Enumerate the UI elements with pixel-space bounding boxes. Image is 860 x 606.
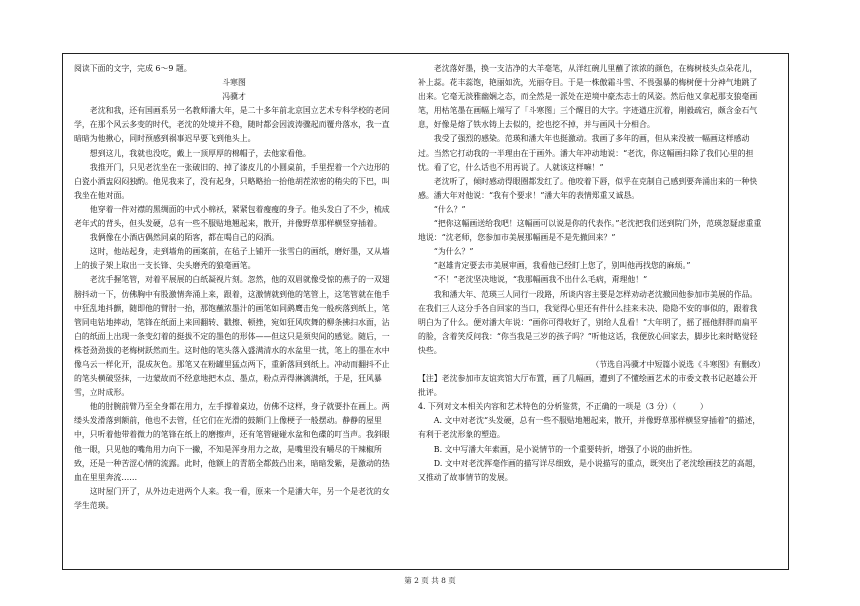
left-column <box>74 62 394 513</box>
right-paragraph: 我受了强烈的感染。范瑛和潘大年也挺激动。我画了多年的画，但从来没被一幅画这样感动过。当然它打动我的一半理由在于画外。潘大年冲动地说：“老沈，你这幅画扫除了我们心里的担忧。看了它，什么话也不用再说了。人就该这样嘛！” <box>418 134 754 172</box>
left-paragraph: 阅读下面的文字，完成 6～9 题。 <box>74 64 192 73</box>
option-d: D. 文中对老沈挥毫作画的描写详尽细致，是小说描写的重点，既突出了老沈绘画技艺的高超，又推动了故事情节的发展。 <box>418 458 761 482</box>
page-number: 第 2 页 共 8 页 <box>404 576 456 585</box>
left-paragraph: 他的肘腕前臂乃至全身都在用力，左手撑着桌边，仿佛不这样，身子就要扑在画上。两缕头发滑落到额前，他也不去管，任它们在光滑的鼓额门上像梗子一般摆动。静静的屋里中，只听着他带着微力的笔锋在纸上的磨擦声，还有笔管碰碰水盆和色碟的叮当声。我斜眼他一眼，只见他的嘴角用力向下一撇，不知是浑身用力之故，是嘴里没有嚼尽的干辣椒所致，还是一种苦涩心情的流露。此时，他额上的青筋全都鼓凸出来，暗暗发紫，是激动的热血在里里奔流…… <box>74 402 390 482</box>
left-paragraph: 这时，他站起身，走到墙角的画案前，在毡子上铺开一张雪白的画纸，磨好墨，又从墙上的拔子架上取出一支长锋、尖头磨秃的狼毫画笔。 <box>74 247 390 271</box>
left-paragraph: 想到这儿，我就也没吃，戴上一顶厚厚的棉帽子，去他家看他。 <box>89 148 311 158</box>
left-paragraph: 我俩像在小酒店偶然同桌的陌客，都在喝自己的闷酒。 <box>89 233 280 243</box>
source-note: （节选自冯骥才中短篇小说选《斗寒图》有删改） <box>591 359 765 369</box>
right-paragraph: “为什么？” <box>433 247 474 257</box>
left-paragraph: 冯骥才 <box>222 92 246 102</box>
left-paragraph: 老沈和我，还有国画系另一名教师潘大年，是二十多年前北京国立艺术专科学校的老同学，在那个风云多变的时代，老沈的处境并不稳，随时都会因波涛骤起而覆舟落水，我一直暗暗为他揪心，同时预感到祸事迟早要飞到他头上。 <box>74 106 390 144</box>
left-paragraph: 我推开门，只见老沈坐在一张破旧的、掉了漆皮儿的小圆桌前，手里捏着一个六边形的白瓷小酒盅闷闷独酌。他见我来了，没有起身，只略略抬一抬他胡茬浓密的稍尖的下巴，叫我坐在他对面。 <box>74 162 390 200</box>
left-paragraph: 斗寒图 <box>222 78 246 88</box>
right-paragraph: 我和潘大年、范瑛三人同行一段路，所谈内容主要是怎样劝动老沈撤回他参加市美展的作品。在我们三人这分手各自回家的当口，我觉得心里还有件什么挂来未决、隐隐不安的事似的，跟着我明白为了什么。便对潘大年说：“画你可得收好了，别给人乱看！”大年明了，摇了摇他胖胖而扁平的脸，含着笑反问我：“你当我是三岁的孩子吗？”听他这话，我便放心回家去，脚步比来时略觉轻快些。 <box>418 289 758 355</box>
right-paragraph: 老沈落好墨，换一支洁净的大羊毫笔，从洋红碗儿里蘸了浓浓的颜色，在梅树枝头点朵花儿，补上蕊。花丰蕊饱，艳丽如洗，光丽夺目。于是一株傲霜斗雪、不畏强暴的梅树便十分神气地跳了出来。它毫无淡雅幽娴之态，而全然是一派处在逆境中豪杰志士的风姿。然后他又拿起那支狼毫画笔，用枯笔墨在画幅上端写了「斗寒图」三个醒目的大字。字迹遒庄沉着，刚毅疏宕，颇含金石气息，好像是熔了铁水铸上去似的，挖也挖不掉，并与画风十分相合。 <box>418 64 758 130</box>
right-column <box>418 62 765 485</box>
left-paragraph: 这时屋门开了，从外边走进两个人来。我一看，原来一个是潘大年，另一个是老沈的女学生范瑛。 <box>74 486 390 510</box>
right-paragraph: “不！”老沈坚决地说，“我那幅画我不出什么毛病，甭理他！” <box>433 275 648 285</box>
right-paragraph: “什么？” <box>433 204 466 214</box>
left-paragraph: 他穿着一件对襟的黑绸面的中式小棉袄，紧紧包着瘦瘦的身子。他头发白了不少，梳成老年式的背头，但头发硬，总有一些不服贴地翘起来，散开，并像野草那样横竖穿插着。 <box>74 204 390 229</box>
right-paragraph: “把你这幅画送给我吧！这幅画可以说是你的代表作。”老沈把我们送到院门外，范瑛忽疑虑重重地说：“沈老师，您参加市美展那幅画是不是先撤回来？” <box>418 219 762 243</box>
option-b: B. 文中写潘大年索画，是小说情节的一个重要转折，增强了小说的曲折性。 <box>433 444 698 454</box>
left-paragraph: 老沈手握笔管，对着平展展的白纸凝视片刻。忽然，他的双眉就像受惊的燕子的一双翅膀抖动一下，仿佛胸中有股激情奔涌上来，跟着，这激情就到他的笔管上，这笔管就在他手中狂乱地抖颤，随即他的臂肘一抬，那饱蘸浓墨汁的画笔如同鹞鹰击兔一般疾落到纸上，笔管同电钻地摔动，笔锋在纸面上来回翻转、戳擦、顿挫，宛如狂风吹舞的柳条拂扫水面，沾白的纸面上出现一条变幻着的挺拔不定的墨色的形体——但这只是须臾间的感觉。随后，一株苍劲劲拔的老梅树跃然而生。这时他的笔头落入盛满清水的水盆里一扰，笔上的墨在水中像乌云一样化开，混成灰色。那笔又在粉罐里猛点两下，重新落回到纸上。冲动而翻抖不止的笔头横破竖抹，一边蒙故而不经意地把木点、墨点，粉点弄得淋漓满纸，于是，狂风暴雪，立时成形。 <box>74 275 390 398</box>
right-paragraph: “赵雄肯定要去市美展审画，我看他已经盯上您了，别叫他再找您的麻烦。” <box>433 261 691 271</box>
right-paragraph: 老沈听了，倾时感动得眼圈都发红了。他咬着下唇，似乎在克制自己感到要奔涌出来的一种快感。潘大年对他说：“我有个要求！”潘大年的表情郑重又诚恳。 <box>418 176 758 200</box>
question-stem: 4. 下列对文本相关内容和艺术特色的分析鉴赏，不正确的一项是（3 分）（ ） <box>418 402 708 412</box>
option-a: A. 文中对老沈“头发硬，总有一些不服贴地翘起来，散开，并像野草那样横竖穿插着”的描述，有利于老沈形象的塑造。 <box>418 416 761 440</box>
annotation-note: 【注】老沈参加市友谊宾馆大厅布置，画了几幅画，遭到了不懂绘画艺术的市委文教书记赵雄公开批评。 <box>418 374 758 398</box>
